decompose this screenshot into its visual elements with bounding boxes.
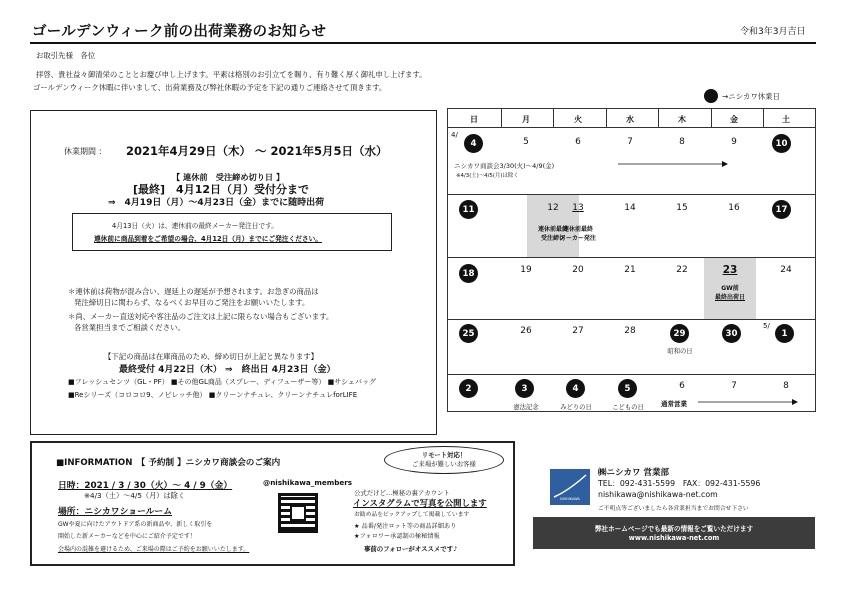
stock-final: 最終受付 4月22日（木） ⇒ 終出日 4月23日（金） <box>119 365 336 375</box>
calendar-week-rule <box>448 374 815 375</box>
info-title: ■INFORMATION 【 予約制 】ニシカワ商談会のご案内 <box>56 458 281 468</box>
calendar-column-rule <box>711 109 712 127</box>
calendar-column-rule <box>763 109 764 127</box>
instagram-icon <box>290 505 306 521</box>
logo-text: NISHIKAWA <box>560 497 580 501</box>
ship-line: ⇒ 4月19日（月）～4月23日（金）までに随時出荷 <box>108 198 325 208</box>
calendar-day: 16 <box>728 203 740 213</box>
insta-line-4: ★ 品番/発注ロット等の商品詳細あり <box>354 523 457 530</box>
event-arrow <box>618 159 728 169</box>
remote-speech-bubble <box>384 446 504 474</box>
event-line-1: ニシカワ商談会3/30(火)～4/9(金) <box>454 162 555 170</box>
addressee: お取引先様 各位 <box>36 51 96 60</box>
calendar-week-rule <box>448 257 815 258</box>
insta-handle: @nishikawa_members <box>263 478 353 487</box>
insta-line-1: 公式だけど…極秘の裏アカウント <box>354 489 450 497</box>
holiday-name: こどもの日 <box>612 404 644 411</box>
note-1b: 発注締切日に関わらず、なるべくお早目のご発注をお願いいたします。 <box>74 298 310 307</box>
insta-line-5: ★フォロワー承認制の極秘情報 <box>354 533 440 540</box>
notice-box <box>72 213 392 251</box>
weekday-sat: 土 <box>782 115 790 124</box>
company-name: ㈱ニシカワ 営業部 <box>598 468 669 478</box>
holiday-day: 25 <box>459 324 478 343</box>
insta-line-6: 事前のフォローがオススメです♪ <box>364 545 458 553</box>
weekday-fri: 金 <box>730 115 738 124</box>
calendar-week-rule <box>448 319 815 320</box>
holiday-day: 4 <box>464 134 483 153</box>
period-value: 2021年4月29日（木） ～ 2021年5月5日（水） <box>126 144 388 158</box>
speech-line-2: ご来場が難しいお客様 <box>412 460 476 468</box>
event-line-2: ※4/3(土)～4/5(月)は除く <box>456 173 519 179</box>
month-prefix-apr: 4/ <box>451 131 458 139</box>
calendar-column-rule <box>553 109 554 127</box>
title-divider <box>30 42 816 44</box>
info-desc-1: GWや夏に向けたアウトドア系の新商品や、新しく取引を <box>58 521 213 528</box>
holiday-day: 5 <box>618 379 637 398</box>
holiday-day: 3 <box>515 379 534 398</box>
info-place: 場所：ニシカワショールーム <box>58 507 173 517</box>
company-tel-fax: TEL：092-431-5599 FAX：092-431-5596 <box>598 479 761 488</box>
period-label: 休業期間 ： <box>64 147 107 156</box>
holiday-day: 29 <box>670 324 689 343</box>
calendar-day: 13 <box>572 203 584 213</box>
website-band <box>533 517 815 549</box>
holiday-day: 1 <box>775 324 794 343</box>
holiday-day: 18 <box>459 264 478 283</box>
normal-ops-label: 通常営業 <box>661 400 687 408</box>
company-contact-note: ご不明点等ございましたら各営業担当までお問合せ下さい <box>598 506 749 512</box>
holiday-day: 4 <box>566 379 585 398</box>
company-logo <box>550 469 590 505</box>
calendar-day: 24 <box>780 265 792 275</box>
last-ship-day: 23 <box>722 264 738 276</box>
holiday-day: 10 <box>772 134 791 153</box>
note-2a: ＊尚、メーカー直送対応や客注品のご注文は上記に限らない場合もございます。 <box>68 312 334 321</box>
calendar-week-rule <box>448 194 815 195</box>
holiday-name: みどりの日 <box>560 404 592 411</box>
calendar-day: 7 <box>627 137 633 147</box>
calendar-day: 21 <box>624 265 636 275</box>
normal-ops-arrow <box>698 397 798 407</box>
info-desc-3: 会場内の混雑を避けるため、ご来場の際はご予約をお願いいたします。 <box>58 546 250 553</box>
weekday-tue: 火 <box>574 115 582 124</box>
stock-heading: 【下記の商品は在庫商品のため、締め切日が上記と異なります】 <box>104 352 319 361</box>
greeting-line-1: 拝啓、貴社益々御清栄のこととお慶び申し上げます。平素は格別のお引立てを賜り、有り難く厚く御礼申し上げます。 <box>36 70 427 79</box>
cutoff-note-a: 連休前最終 <box>537 226 568 233</box>
maker-note-b: メーカー発注 <box>560 235 596 242</box>
cutoff-heading: 【 連休前 受注締め切り日 】 <box>172 172 285 182</box>
info-exclude: ※4/3（土）～4/5（月）は除く <box>84 491 186 500</box>
holiday-day: 17 <box>772 200 791 219</box>
calendar-day: 7 <box>731 381 737 391</box>
maker-note-a: 連休前最終 <box>562 226 593 233</box>
note-2b: 各営業担当までご相談ください。 <box>74 323 185 332</box>
calendar-day: 22 <box>676 265 688 275</box>
calendar-column-rule <box>501 109 502 127</box>
stock-items-2: ■Reシリーズ（コロコロ9、ノビレッチ他） ■クリーンナチュレ、クリーンナチュレforLIFE <box>68 391 358 399</box>
calendar-day: 5 <box>523 137 529 147</box>
calendar-day: 14 <box>624 203 636 213</box>
notice-line-1: 4月13日（火）は、連休前の最終メーカー発注日です。 <box>112 222 278 230</box>
calendar-day: 6 <box>679 381 685 391</box>
last-ship-note-b: 最終出荷日 <box>714 294 745 301</box>
calendar-day: 20 <box>572 265 584 275</box>
calendar-column-rule <box>658 109 659 127</box>
calendar-day: 15 <box>676 203 688 213</box>
cutoff-note-b: 受注締切 <box>540 235 565 242</box>
calendar <box>447 108 816 412</box>
calendar-day: 8 <box>783 381 789 391</box>
month-prefix-may: 5/ <box>763 322 770 330</box>
website-line-1: 弊社ホームページでも最新の情報をご覧いただけます <box>594 525 754 533</box>
calendar-day: 19 <box>520 265 532 275</box>
insta-line-2: インスタグラムで写真を公開します <box>353 498 487 508</box>
last-ship-note-a: GW前 <box>721 285 739 292</box>
greeting-line-2: ゴールデンウィーク休暇に伴いまして、出荷業務及び弊社休暇の予定を下記の通りご連絡させて頂きます。 <box>33 83 387 92</box>
cutoff-final: [最終] 4月12日（月）受付分まで <box>133 183 310 196</box>
holiday-day: 11 <box>459 200 478 219</box>
holiday-day: 2 <box>459 379 478 398</box>
weekday-sun: 日 <box>470 115 478 124</box>
calendar-day: 8 <box>679 137 685 147</box>
calendar-day: 27 <box>572 326 584 336</box>
calendar-header-rule <box>448 127 815 128</box>
insta-line-3: お勧め品をピックアップして掲載しています <box>354 512 470 518</box>
calendar-day: 6 <box>575 137 581 147</box>
holiday-legend-dot <box>704 89 718 103</box>
calendar-day: 12 <box>547 203 559 213</box>
holiday-name: 昭和の日 <box>667 348 693 355</box>
website-url[interactable]: www.nishikawa-net.com <box>628 534 720 542</box>
note-1a: ＊連休前は荷物が混み合い、遅延上の遅延が予想されます。お急ぎの商品は <box>68 287 319 296</box>
calendar-column-rule <box>606 109 607 127</box>
stock-items-1: ■フレッシュセンツ（GL・PF） ■その他GL商品（スプレー、ディフューザー等） ■サシェバッグ <box>68 378 376 386</box>
weekday-mon: 月 <box>522 115 530 124</box>
calendar-day: 9 <box>731 137 737 147</box>
calendar-day: 28 <box>624 326 636 336</box>
speech-line-1: リモート対応！ <box>421 451 467 459</box>
calendar-day: 26 <box>520 326 532 336</box>
info-dates: 日時：2021 / 3 / 30（火）～ 4 / 9（金） <box>58 481 233 491</box>
weekday-thu: 木 <box>678 115 686 124</box>
info-desc-2: 開始した新メーカーなどを中心にご紹介予定です！ <box>58 533 196 540</box>
issue-date: 令和3年3月吉日 <box>740 27 806 37</box>
weekday-wed: 水 <box>626 115 634 124</box>
holiday-name: 憲法記念 <box>513 404 539 411</box>
page-title: ゴールデンウィーク前の出荷業務のお知らせ <box>32 24 327 40</box>
notice-line-2: 連休前に商品到着をご希望の場合、4月12日（月）までにご発注ください。 <box>94 235 322 243</box>
company-email[interactable]: nishikawa@nishikawa-net.com <box>598 490 718 499</box>
holiday-day: 30 <box>722 324 741 343</box>
holiday-legend-label: →ニシカワ休業日 <box>722 92 780 101</box>
